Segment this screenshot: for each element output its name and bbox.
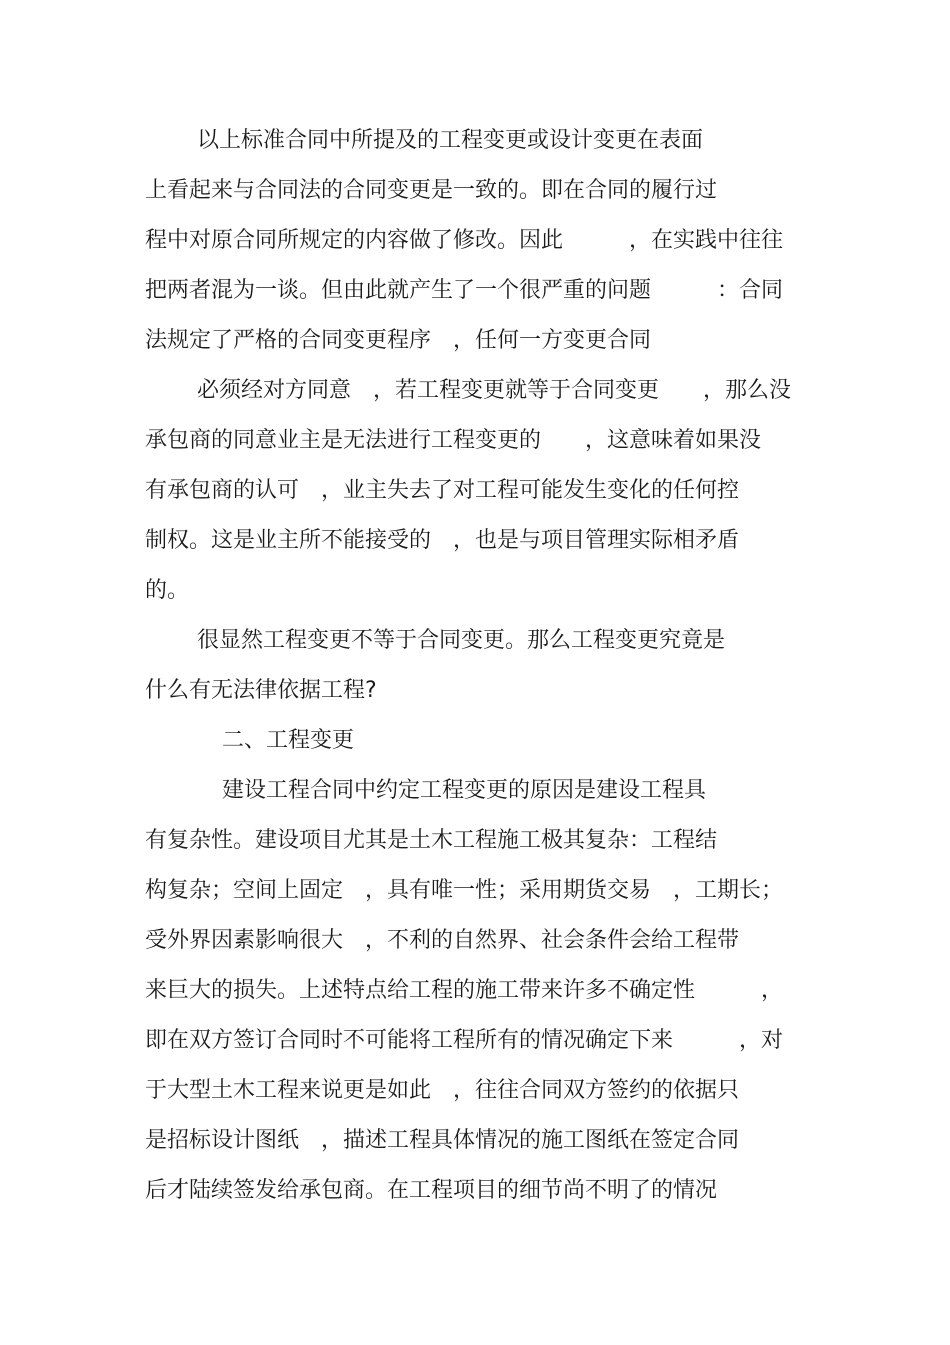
paragraph-line: 受外界因素影响很大 ，不利的自然界、社会条件会给工程带	[145, 928, 740, 953]
paragraph-line: 建设工程合同中约定工程变更的原因是建设工程具	[222, 778, 707, 803]
paragraph-line: 什么有无法律依据工程?	[145, 678, 377, 703]
paragraph-line: 很显然工程变更不等于合同变更。那么工程变更究竟是	[197, 628, 726, 653]
paragraph-line: 后才陆续签发给承包商。在工程项目的细节尚不明了的情况	[145, 1178, 718, 1203]
paragraph-line: 来巨大的损失。上述特点给工程的施工带来许多不确定性 ，	[145, 978, 784, 1003]
paragraph-line: 构复杂；空间上固定 ，具有唯一性；采用期货交易 ，工期长；	[145, 878, 784, 903]
paragraph-line: 的。	[145, 578, 190, 603]
paragraph-line: 于大型土木工程来说更是如此 ，往往合同双方签约的依据只	[145, 1078, 740, 1103]
paragraph-line: 以上标准合同中所提及的工程变更或设计变更在表面	[197, 128, 704, 153]
paragraph-line: 承包商的同意业主是无法进行工程变更的 ，这意味着如果没	[145, 428, 762, 453]
paragraph-line: 程中对原合同所规定的内容做了修改。因此 ，在实践中往往	[145, 228, 784, 253]
paragraph-line: 即在双方签订合同时不可能将工程所有的情况确定下来 ，对	[145, 1028, 784, 1053]
paragraph-line: 把两者混为一谈。但由此就产生了一个很严重的问题 ：合同	[145, 278, 784, 303]
paragraph-line: 法规定了严格的合同变更程序 ，任何一方变更合同	[145, 328, 652, 353]
paragraph-line: 必须经对方同意 ，若工程变更就等于合同变更 ，那么没	[197, 378, 792, 403]
section-heading: 二、工程变更	[222, 728, 355, 753]
paragraph-line: 是招标设计图纸 ，描述工程具体情况的施工图纸在签定合同	[145, 1128, 740, 1153]
paragraph-line: 上看起来与合同法的合同变更是一致的。即在合同的履行过	[145, 178, 718, 203]
paragraph-line: 有承包商的认可 ，业主失去了对工程可能发生变化的任何控	[145, 478, 740, 503]
paragraph-line: 有复杂性。建设项目尤其是土木工程施工极其复杂：工程结	[145, 828, 718, 853]
paragraph-line: 制权。这是业主所不能接受的 ，也是与项目管理实际相矛盾	[145, 528, 740, 553]
